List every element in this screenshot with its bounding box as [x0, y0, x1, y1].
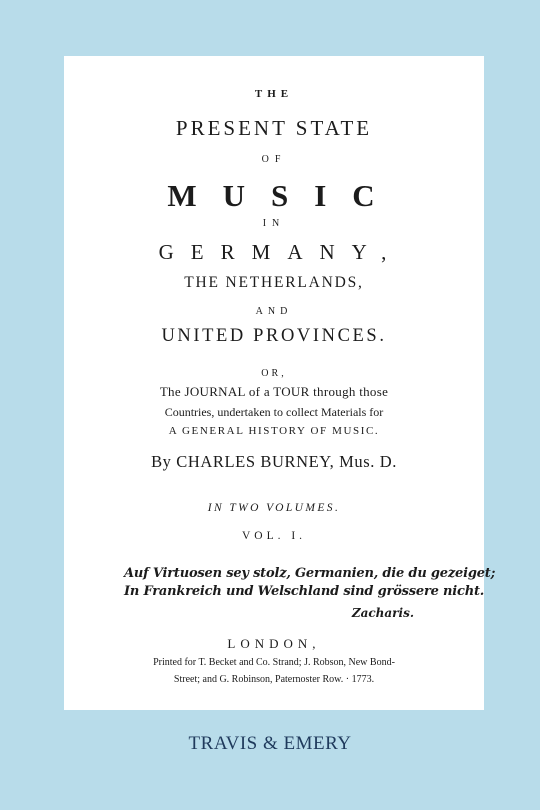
epigraph-line-1: Auf Virtuosen sey stolz, Germanien, die du gezeiget; [124, 566, 496, 581]
title-the: THE [254, 88, 294, 100]
title-netherlands: THE NETHERLANDS, [184, 274, 364, 291]
imprint-line-1: Printed for T. Becket and Co. Strand; J. Robson, New Bond- [153, 657, 395, 668]
volumes-line: IN TWO VOLUMES. [207, 502, 341, 514]
volume-number: VOL. I. [241, 530, 307, 542]
title-of: OF [261, 154, 287, 165]
title-present-state: PRESENT STATE [175, 116, 373, 140]
subtitle-countries: Countries, undertaken to collect Materials for [164, 405, 384, 419]
title-in: IN [262, 218, 286, 229]
title-and: AND [255, 306, 293, 317]
epigraph-line-2: In Frankreich und Welschland sind grössere nicht. [124, 584, 485, 599]
subtitle-general-history: A GENERAL HISTORY OF MUSIC. [168, 425, 380, 437]
title-germany: GERMANY, [158, 240, 404, 264]
title-united-provinces: UNITED PROVINCES. [161, 326, 387, 346]
title-page [64, 56, 496, 710]
subtitle-journal: The JOURNAL of a TOUR through those [159, 384, 389, 399]
publisher-name: TRAVIS & EMERY [188, 733, 352, 754]
epigraph-author: Zacharis. [351, 606, 414, 620]
imprint-line-2: Street; and G. Robinson, Paternoster Row. · 1773. [173, 674, 375, 685]
title-music: MUSIC [167, 178, 401, 213]
subtitle-or: OR, [261, 368, 287, 379]
author-line: By CHARLES BURNEY, Mus. D. [151, 452, 397, 471]
imprint-city: LONDON, [227, 636, 321, 651]
